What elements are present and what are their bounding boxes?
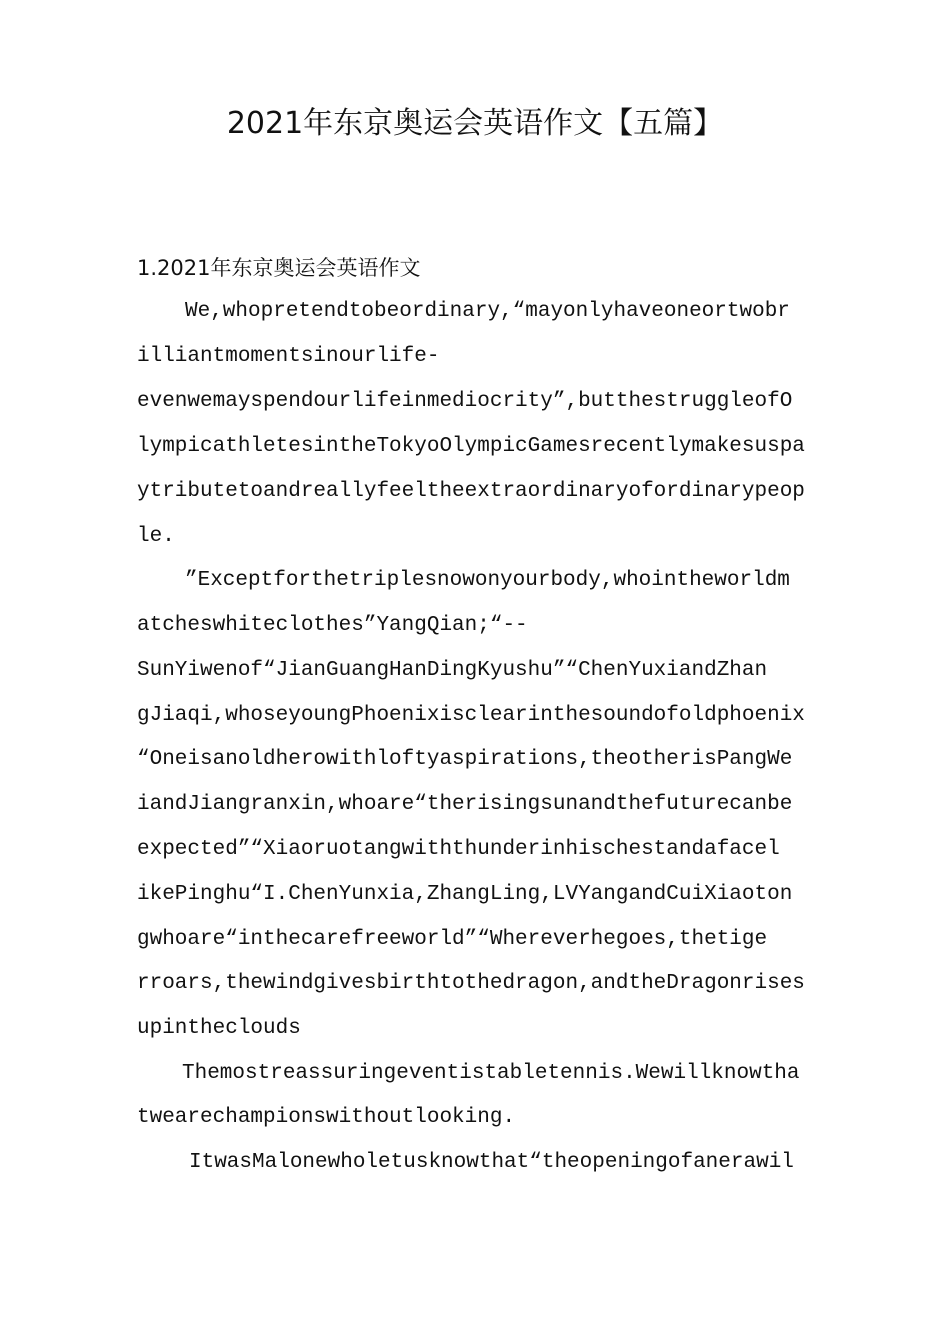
paragraph-line: gJiaqi,whoseyoungPhoenixisclearinthesoundofoldphoenix — [137, 704, 805, 727]
paragraph-line: “Oneisanoldherowithloftyaspirations,theotherisPangWe — [137, 748, 793, 771]
paragraph-line: lympicathletesintheTokyoOlympicGamesrecentlymakesuspa — [137, 435, 805, 458]
paragraph-line: twearechampionswithoutlooking. — [137, 1106, 516, 1129]
paragraph-line: rroars,thewindgivesbirthtothedragon,andtheDragonrises — [137, 972, 805, 995]
paragraph-line: evenwemayspendourlifeinmediocrity”,butthestruggleofO — [137, 390, 793, 413]
paragraph-line: ytributetoandreallyfeeltheextraordinaryofordinarypeop — [137, 480, 805, 503]
paragraph-line: SunYiwenof“JianGuangHanDingKyushu”“ChenYuxiandZhan — [137, 659, 768, 682]
paragraph-line: gwhoare“inthecarefreeworld”“Whereverhegoes,thetige — [137, 928, 768, 951]
paragraph-line: expected”“Xiaoruotangwiththunderinhischestandafacel — [137, 838, 780, 861]
paragraph-line: ItwasMalonewholetusknowthat“theopeningofanerawil — [189, 1151, 794, 1174]
section-heading: 1.2021年东京奥运会英语作文 — [137, 256, 421, 280]
document-title: 2021年东京奥运会英语作文【五篇】 — [226, 106, 724, 141]
paragraph-line: upintheclouds — [137, 1017, 301, 1040]
paragraph-line: ”Exceptforthetriplesnowonyourbody,whointheworldm — [185, 569, 790, 592]
paragraph-line: iandJiangranxin,whoare“therisingsunandthefuturecanbe — [137, 793, 793, 816]
paragraph-line: illiantmomentsinourlife- — [137, 345, 440, 368]
paragraph-line: ikePinghu“I.ChenYunxia,ZhangLing,LVYangandCuiXiaoton — [137, 883, 793, 906]
paragraph-line: atcheswhiteclothes”YangQian;“-- — [137, 614, 528, 637]
paragraph-line: Themostreassuringeventistabletennis.Wewillknowtha — [182, 1062, 800, 1085]
paragraph-line: le. — [137, 525, 175, 548]
paragraph-line: We,whopretendtobeordinary,“mayonlyhaveoneortwobr — [185, 300, 790, 323]
